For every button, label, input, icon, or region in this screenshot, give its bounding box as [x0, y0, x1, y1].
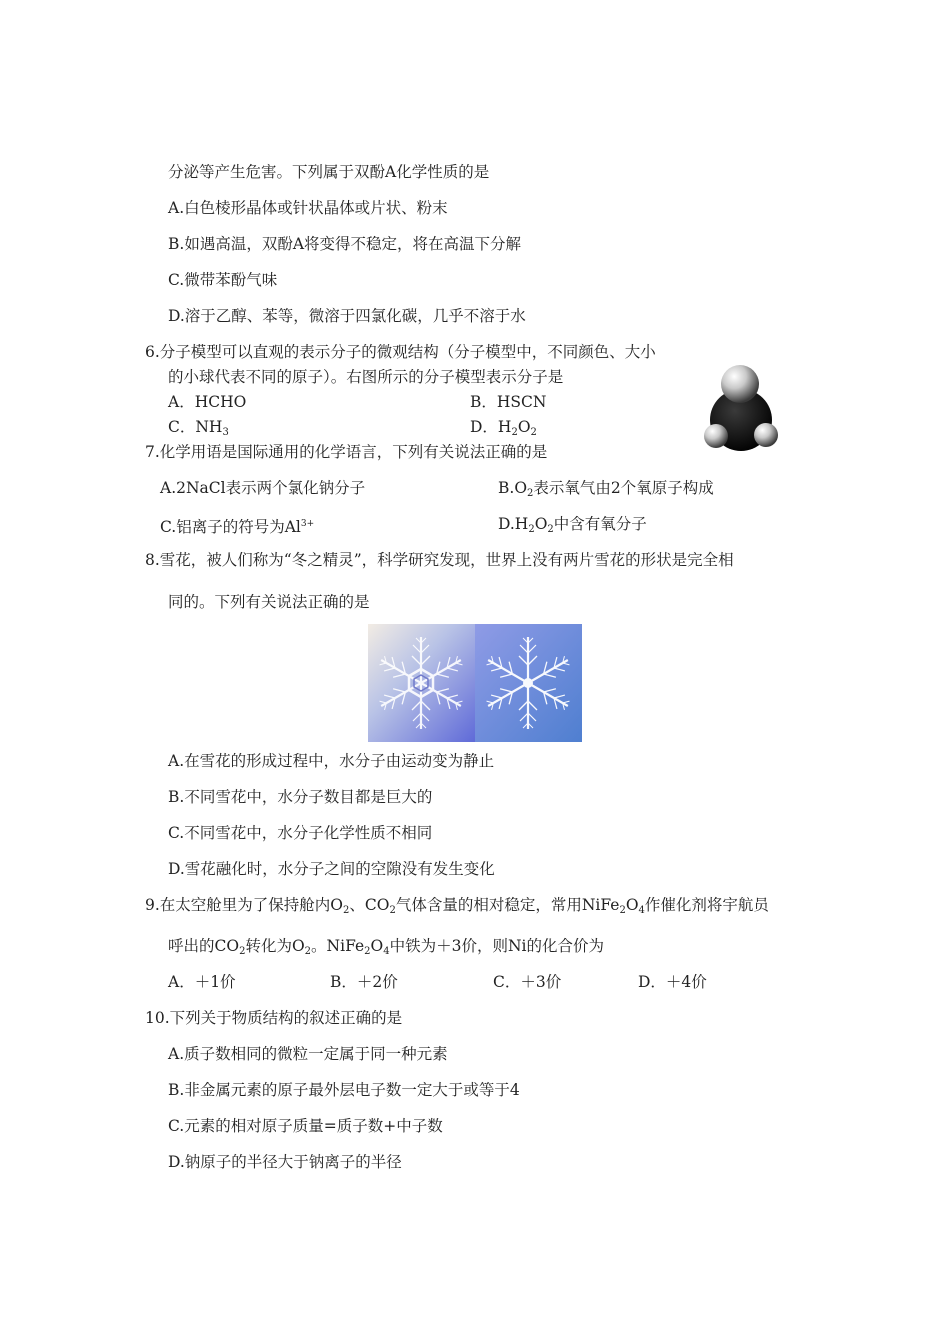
q10-option-c: C.元素的相对原子质量=质子数+中子数: [168, 1117, 443, 1135]
q5-option-a: A.白色棱形晶体或针状晶体或片状、粉末: [168, 199, 448, 217]
q6-option-a: A．HCHO: [168, 393, 247, 411]
q8-option-a: A.在雪花的形成过程中，水分子由运动变为静止: [168, 752, 495, 770]
q7-option-a: A.2NaCl表示两个氯化钠分子: [160, 479, 366, 497]
q6-option-d: D．$H_2O_2$: [470, 418, 537, 438]
q9-stem-line2: 呼出的$CO_2$转化为$O_2$。$NiFe_2O_4$中铁为＋3价，则Ni的化合价为: [168, 937, 605, 957]
q8-stem-line2: 同的。下列有关说法正确的是: [168, 593, 370, 611]
q8-option-c: C.不同雪花中，水分子化学性质不相同: [168, 824, 433, 842]
q7-option-b: $B.O_2$表示氧气由2个氧原子构成: [498, 479, 714, 499]
q10-option-a: A.质子数相同的微粒一定属于同一种元素: [168, 1045, 448, 1063]
q9-option-d: D．＋4价: [638, 973, 707, 991]
q5-stem-continuation: 分泌等产生危害。下列属于双酚A化学性质的是: [168, 163, 490, 181]
q10-option-b: B.非金属元素的原子最外层电子数一定大于或等于4: [168, 1081, 520, 1099]
q7-option-d: $D.H_2O_2$中含有氧分子: [498, 515, 647, 535]
q8-option-d: D.雪花融化时，水分子之间的空隙没有发生变化: [168, 860, 495, 878]
snowflake-photos: [368, 624, 582, 742]
q6-option-b: B．HSCN: [470, 393, 547, 411]
q6-stem-line2: 的小球代表不同的原子）。右图所示的分子模型表示分子是: [168, 368, 564, 386]
q10-stem: 10.下列关于物质结构的叙述正确的是: [145, 1009, 403, 1027]
q7-stem: 7.化学用语是国际通用的化学语言，下列有关说法正确的是: [145, 443, 548, 461]
q9-option-c: C．＋3价: [493, 973, 562, 991]
molecule-model-image: [700, 362, 782, 452]
q8-option-b: B.不同雪花中，水分子数目都是巨大的: [168, 788, 433, 806]
q5-option-c: C.微带苯酚气味: [168, 271, 278, 289]
q5-option-b: B.如遇高温，双酚A将变得不稳定，将在高温下分解: [168, 235, 522, 253]
q9-option-b: B．＋2价: [330, 973, 398, 991]
q9-option-a: A．＋1价: [168, 973, 236, 991]
q8-stem-line1: 8.雪花，被人们称为“冬之精灵”，科学研究发现，世界上没有两片雪花的形状是完全相: [145, 551, 734, 569]
q5-option-d: D.溶于乙醇、苯等，微溶于四氯化碳，几乎不溶于水: [168, 307, 526, 325]
q6-stem-line1: 6.分子模型可以直观的表示分子的微观结构（分子模型中，不同颜色、大小: [145, 343, 656, 361]
q6-option-c: C．$NH_3$: [168, 418, 229, 438]
q7-option-c: C.铝离子的符号为$Al^{3+}$: [160, 518, 315, 536]
q10-option-d: D.钠原子的半径大于钠离子的半径: [168, 1153, 402, 1171]
q9-stem-line1: 9.在太空舱里为了保持舱内$O_2$、$CO_2$气体含量的相对稳定，常用$NiFe_2O_4$作催化剂将宇航员: [145, 896, 769, 916]
